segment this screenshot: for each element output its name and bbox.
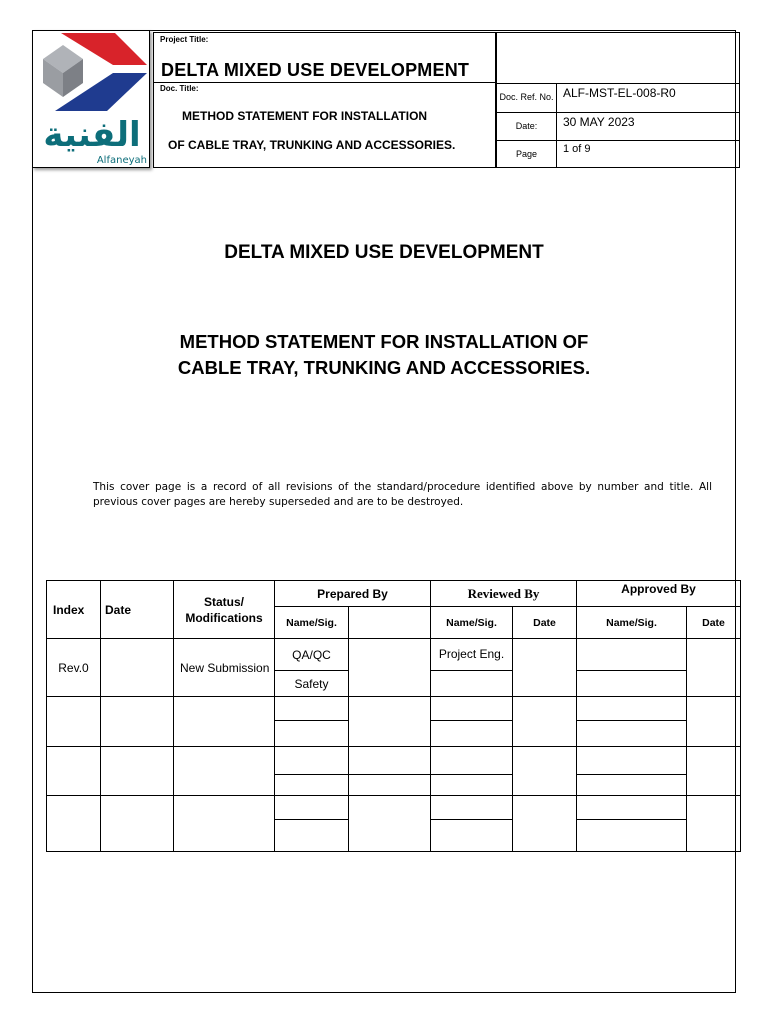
row-approved-date — [687, 639, 741, 697]
row-index: Rev.0 — [47, 639, 101, 697]
row-date — [101, 747, 174, 796]
row-approved-name-2 — [577, 820, 687, 852]
row-date — [101, 639, 174, 697]
date-value: 30 MAY 2023 — [563, 115, 635, 129]
row-status — [174, 747, 275, 796]
row-reviewed-name: Project Eng. — [431, 639, 513, 671]
table-row — [47, 697, 741, 721]
row-approved-date — [687, 697, 741, 747]
row-reviewed-name — [431, 747, 513, 775]
project-title: DELTA MIXED USE DEVELOPMENT — [161, 60, 470, 80]
row-prepared-name-2: Safety — [275, 671, 349, 697]
row-prepared-name-2 — [275, 775, 349, 796]
row-approved-name-1 — [577, 639, 687, 671]
row-status — [174, 796, 275, 852]
row-prepared-blank-2 — [349, 775, 431, 796]
main-title: DELTA MIXED USE DEVELOPMENT — [224, 242, 544, 263]
row-approved-name-2 — [577, 775, 687, 796]
row-reviewed-date — [513, 697, 577, 747]
doc-title-line-1: METHOD STATEMENT FOR INSTALLATION — [182, 109, 428, 123]
row-prepared-name-2 — [275, 721, 349, 747]
row-reviewed-name-2 — [431, 721, 513, 747]
row-prepared-blank — [349, 747, 431, 775]
col-approved-by-header: Approved By — [577, 581, 741, 607]
doc-title-line-2: OF CABLE TRAY, TRUNKING AND ACCESSORIES. — [168, 138, 456, 152]
project-title-label: Project Title: — [160, 35, 209, 44]
company-logo — [32, 30, 150, 168]
row-approved-name-2 — [577, 721, 687, 747]
reviewed-name-sig-header: Name/Sig. — [431, 607, 513, 639]
logo-arabic-text: الفنية — [43, 115, 141, 155]
table-row — [47, 639, 741, 671]
doc-title-label: Doc. Title: — [160, 84, 199, 93]
row-reviewed-date — [513, 747, 577, 796]
approved-date-header: Date — [687, 607, 741, 639]
doc-ref-label: Doc. Ref. No. — [497, 83, 557, 112]
prepared-name-sig-header: Name/Sig. — [275, 607, 349, 639]
row-index — [47, 796, 101, 852]
row-status — [174, 697, 275, 747]
logo-latin-text: Alfaneyah — [96, 155, 147, 166]
row-prepared-blank — [349, 697, 431, 747]
main-subtitle-line-1: METHOD STATEMENT FOR INSTALLATION OF — [179, 331, 589, 352]
col-date-header: Date — [101, 581, 174, 639]
row-index — [47, 747, 101, 796]
row-prepared-blank — [349, 639, 431, 697]
page-value: 1 of 9 — [563, 143, 591, 155]
header-title-block — [153, 32, 496, 168]
row-prepared-name-1 — [275, 796, 349, 820]
row-approved-date — [687, 796, 741, 852]
approved-name-sig-header: Name/Sig. — [577, 607, 687, 639]
row-prepared-name-1 — [275, 697, 349, 721]
row-approved-name-1 — [577, 796, 687, 820]
row-prepared-name-1 — [275, 747, 349, 775]
revision-table — [46, 580, 741, 852]
reviewed-date-header: Date — [513, 607, 577, 639]
row-reviewed-name-2 — [431, 671, 513, 697]
row-prepared-name-2 — [275, 820, 349, 852]
row-approved-date — [687, 747, 741, 796]
revision-notice: This cover page is a record of all revisions of the standard/procedure identified above by number and title. All previous cover pages are hereby superseded and are to be destroyed. — [93, 481, 712, 508]
table-row — [47, 796, 741, 820]
doc-ref-value: ALF-MST-EL-008-R0 — [563, 86, 676, 100]
col-prepared-by-header: Prepared By — [275, 581, 431, 607]
header-doc-info — [496, 32, 740, 168]
row-prepared-blank — [349, 796, 431, 852]
row-approved-name-1 — [577, 697, 687, 721]
row-reviewed-date — [513, 796, 577, 852]
row-reviewed-name — [431, 697, 513, 721]
row-reviewed-date — [513, 639, 577, 697]
row-index — [47, 697, 101, 747]
row-date — [101, 796, 174, 852]
row-approved-name-1 — [577, 747, 687, 775]
header-divider — [154, 82, 495, 83]
row-reviewed-name-2 — [431, 775, 513, 796]
row-date — [101, 697, 174, 747]
row-approved-name-2 — [577, 671, 687, 697]
col-reviewed-by-header: Reviewed By — [431, 581, 577, 607]
date-label: Date: — [497, 112, 557, 140]
row-status: New Submission — [174, 639, 275, 697]
prepared-blank-header — [349, 607, 431, 639]
row-reviewed-name-2 — [431, 820, 513, 852]
col-status-header: Status/ Modifications — [174, 581, 275, 639]
row-prepared-name-1: QA/QC — [275, 639, 349, 671]
row-reviewed-name — [431, 796, 513, 820]
main-subtitle-line-2: CABLE TRAY, TRUNKING AND ACCESSORIES. — [177, 357, 591, 378]
col-index-header: Index — [47, 581, 101, 639]
table-row — [47, 747, 741, 775]
page-label: Page — [497, 140, 557, 168]
